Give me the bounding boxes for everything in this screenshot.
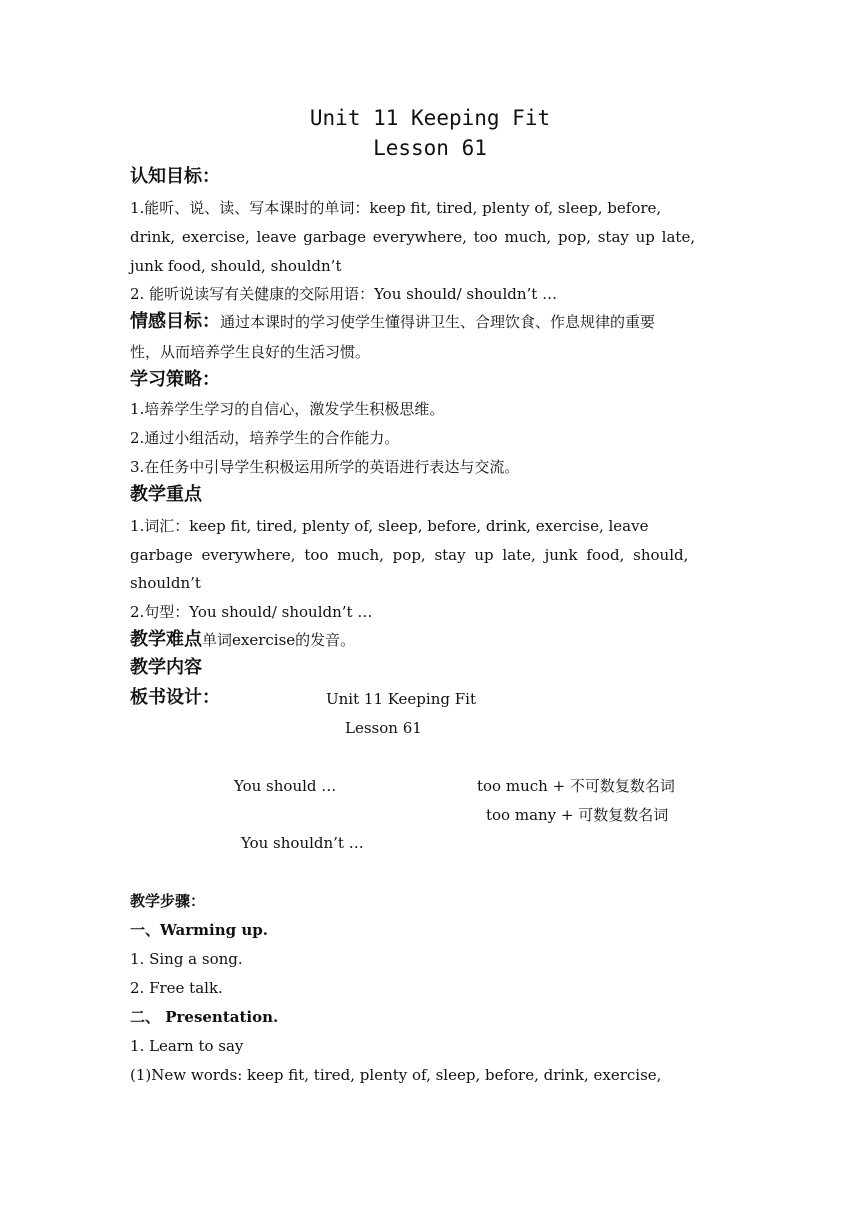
cognitive-heading: 认知目标：	[130, 166, 220, 187]
difficulty-heading: 教学难点	[130, 629, 202, 650]
affective-line-2: 性，从而培养学生良好的生活习惯。	[130, 343, 371, 361]
board-too-much: too much + 不可数复数名词	[477, 777, 675, 795]
section-warming-up: 一、Warming up.	[130, 921, 268, 939]
cognitive-line-3: junk food, should, shouldn’t	[130, 257, 342, 275]
key-points-line-3: shouldn’t	[130, 574, 201, 592]
key-points-line-2: garbage everywhere, too much, pop, stay up late, junk food, should,	[130, 546, 689, 564]
difficulty-text: 单词exercise的发音。	[202, 631, 356, 649]
presentation-item-2: (1)New words: keep fit, tired, plenty of, sleep, before, drink, exercise,	[130, 1066, 662, 1084]
cognitive-line-1: 1.能听、说、读、写本课时的单词：keep fit, tired, plenty of, sleep, before,	[130, 199, 662, 217]
strategy-item-2: 2.通过小组活动，培养学生的合作能力。	[130, 429, 400, 447]
cognitive-line-2: drink, exercise, leave garbage everywhere, too much, pop, stay up late,	[130, 228, 696, 246]
document-title: Unit 11 Keeping Fit	[309, 106, 551, 130]
key-points-line-4: 2.句型：You should/ shouldn’t …	[130, 603, 373, 621]
content-heading: 教学内容	[130, 657, 202, 678]
affective-text-1: 通过本课时的学习使学生懂得讲卫生、合理饮食、作息规律的重要	[220, 313, 656, 331]
warming-item-2: 2. Free talk.	[130, 979, 223, 997]
lesson-title: Lesson 61	[373, 136, 487, 160]
cognitive-line-4: 2. 能听说读写有关健康的交际用语：You should/ shouldn’t …	[130, 285, 558, 303]
warming-item-1: 1. Sing a song.	[130, 950, 243, 968]
affective-line-1	[130, 311, 655, 333]
key-points-heading: 教学重点	[130, 484, 202, 505]
board-too-many: too many + 可数复数名词	[486, 806, 669, 824]
board-you-should: You should …	[234, 777, 337, 795]
strategy-item-3: 3.在任务中引导学生积极运用所学的英语进行表达与交流。	[130, 458, 520, 476]
key-points-line-1: 1.词汇：keep fit, tired, plenty of, sleep, before, drink, exercise, leave	[130, 517, 649, 535]
board-heading: 板书设计：	[130, 687, 220, 708]
strategy-heading: 学习策略：	[130, 369, 220, 390]
section-presentation: 二、 Presentation.	[130, 1008, 279, 1026]
presentation-item-1: 1. Learn to say	[130, 1037, 244, 1055]
board-you-shouldnt: You shouldn’t …	[241, 834, 364, 852]
strategy-item-1: 1.培养学生学习的自信心，激发学生积极思维。	[130, 400, 445, 418]
difficulty-line	[130, 629, 355, 651]
board-title: Unit 11 Keeping Fit	[326, 690, 476, 708]
board-lesson: Lesson 61	[345, 719, 422, 737]
affective-heading: 情感目标：	[130, 311, 220, 332]
steps-heading: 教学步骤：	[130, 892, 206, 910]
